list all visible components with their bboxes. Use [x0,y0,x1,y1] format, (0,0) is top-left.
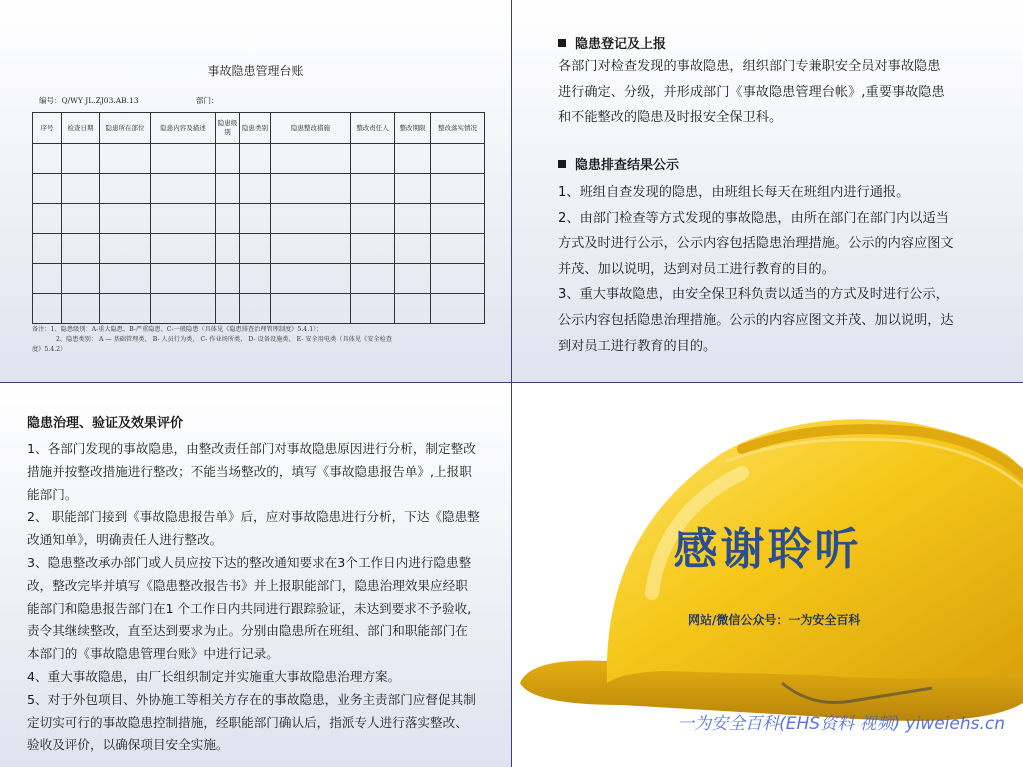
text-line: 各部门对检查发现的事故隐患，组织部门专兼职安全员对事故隐患 [558,59,941,74]
text-line: 能部门。 [27,486,78,502]
ledger-empty-cell [395,234,431,264]
ledger-empty-cell [216,204,240,234]
ledger-empty-cell [33,174,62,204]
text-line: 4、重大事故隐患，由厂长组织制定并实施重大事故隐患治理方案。 [27,668,401,684]
governance-panel [0,383,511,767]
ledger-empty-cell [395,144,431,174]
ledger-empty-cell [33,204,62,234]
ledger-empty-cell [216,264,240,294]
ledger-empty-cell [240,264,271,294]
ledger-empty-cell [240,144,271,174]
text-line: 责令其继续整改，直至达到要求为止。分别由隐患所在班组、部门和职能部门在 [27,623,468,639]
ledger-empty-cell [271,294,351,324]
ledger-empty-cell [151,204,216,234]
ledger-note-line: 备注：1、隐患级别：A-重大隐患、B-严重隐患、C-一般隐患（具体见《隐患排查治理管理制度》5.4.1）； [32,326,323,333]
ledger-header-cell: 隐患所在部位 [100,113,151,144]
ledger-empty-cell [33,264,62,294]
ledger-note-line: 度》5.4.2） [32,346,67,353]
ledger-empty-row [33,144,485,174]
ledger-empty-cell [240,234,271,264]
ledger-empty-row [33,234,485,264]
ledger-empty-cell [62,234,100,264]
ledger-empty-cell [271,204,351,234]
report-paragraph [558,54,945,131]
report-heading [558,33,666,52]
ledger-panel [0,0,511,382]
ledger-empty-cell [216,174,240,204]
text-line: 验收及评价，以确保项目安全实施。 [27,737,229,753]
ledger-empty-cell [351,174,395,204]
square-bullet-icon [558,160,566,168]
ledger-empty-cell [431,294,485,324]
ledger-empty-row [33,264,485,294]
text-line: 进行确定、分级，并形成部门《事故隐患管理台帐》,重要事故隐患 [558,84,945,100]
report-title: 隐患登记及上报 [575,37,667,52]
ledger-note-line: 2、隐患类别： A — 基础管理类、 B- 人员行为类、 C- 作业场所类、 D- 设备设施类、 E- 安全用电类（具体见《安全检查 [56,336,392,343]
ledger-empty-cell [100,144,151,174]
publicity-heading [558,154,679,173]
site-text: 网站/微信公众号：一为安全百科 [688,613,861,627]
ledger-header-cell: 隐患整改措施 [271,113,351,144]
text-line: 能部门和隐患报告部门在1 个工作日内共同进行跟踪验证，未达到要求不予验收, [27,600,472,616]
watermark-text: 一为安全百科(EHS资料 视频) yiweiehs.cn [677,714,1005,734]
ledger-header-cell: 整改期限 [395,113,431,144]
ledger-notes [32,325,494,355]
ledger-empty-cell [395,204,431,234]
ledger-header-cell: 隐患级别 [216,113,240,144]
ledger-header-row [33,113,485,144]
ledger-header-cell: 序号 [33,113,62,144]
ledger-empty-cell [33,144,62,174]
text-line: 措施并按整改措施进行整改；不能当场整改的，填写《事故隐患报告单》,上报职 [27,463,472,479]
ledger-header-cell: 检查日期 [62,113,100,144]
publicity-title: 隐患排查结果公示 [575,158,680,173]
ledger-empty-cell [100,294,151,324]
ledger-empty-cell [33,234,62,264]
ledger-empty-cell [351,234,395,264]
square-bullet-icon [558,39,566,47]
ledger-empty-cell [240,174,271,204]
text-line: 2、由部门检查等方式发现的事故隐患，由所在部门在部门内以适当 [558,210,949,226]
ledger-empty-cell [271,264,351,294]
ledger-empty-cell [151,234,216,264]
ledger-empty-cell [431,174,485,204]
ledger-code: 编号：Q/WY JL.ZJ03.AB.13 [39,96,139,105]
ledger-empty-cell [62,144,100,174]
ledger-empty-cell [351,294,395,324]
text-line: 5、对于外包项目、外协施工等相关方存在的事故隐患，业务主责部门应督促其制 [27,691,476,707]
ledger-empty-cell [431,204,485,234]
ledger-empty-cell [395,294,431,324]
ledger-empty-cell [431,234,485,264]
text-line: 到对员工进行教育的目的。 [558,338,717,354]
report-panel [512,0,1023,382]
ledger-empty-cell [351,264,395,294]
text-line: 2、 职能部门接到《事故隐患报告单》后，应对事故隐患进行分析，下达《隐患整 [27,509,480,525]
ledger-empty-cell [62,264,100,294]
ledger-empty-cell [395,174,431,204]
ledger-empty-row [33,204,485,234]
ledger-empty-cell [216,234,240,264]
ledger-empty-cell [431,264,485,294]
ledger-empty-cell [216,294,240,324]
text-line: 方式及时进行公示，公示内容包括隐患治理措施。公示的内容应图文 [558,236,954,252]
ledger-empty-cell [100,234,151,264]
ledger-empty-cell [271,234,351,264]
ledger-empty-cell [151,264,216,294]
ledger-empty-cell [100,204,151,234]
ledger-empty-cell [431,144,485,174]
ledger-table [32,112,485,324]
ledger-empty-cell [395,264,431,294]
text-line: 改通知单》，明确责任人进行整改。 [27,532,223,548]
ledger-empty-cell [271,144,351,174]
ledger-header-cell: 隐患类别 [240,113,271,144]
ledger-empty-cell [100,264,151,294]
ledger-header-cell: 隐患内容及描述 [151,113,216,144]
thanks-panel [512,383,1023,767]
text-line: 1、各部门发现的事故隐患，由整改责任部门对事故隐患原因进行分析，制定整改 [27,441,476,456]
ledger-empty-cell [240,204,271,234]
ledger-empty-cell [33,294,62,324]
ledger-empty-cell [151,144,216,174]
publicity-paragraph [558,180,954,359]
thanks-title: 感谢聆听 [673,524,862,575]
ledger-empty-cell [100,174,151,204]
ledger-title: 事故隐患管理台账 [207,64,304,78]
text-line: 3、隐患整改承办部门或人员应按下达的整改通知要求在3个工作日内进行隐患整 [27,554,472,570]
text-line: 3、重大事故隐患，由安全保卫科负责以适当的方式及时进行公示， [558,287,949,303]
ledger-empty-cell [216,144,240,174]
ledger-dept: 部门： [196,96,219,105]
text-line: 和不能整改的隐患及时报安全保卫科。 [558,110,783,126]
text-line: 定切实可行的事故隐患控制措施，经职能部门确认后，指派专人进行落实整改、 [27,714,468,730]
text-line: 公示内容包括隐患治理措施。公示的内容应图文并茂、加以说明，达 [558,312,954,328]
text-line: 改，整改完毕并填写《隐患整改报告书》并上报职能部门，隐患治理效果应经职 [27,577,468,593]
ledger-header-cell: 整改责任人 [351,113,395,144]
text-line: 并茂、加以说明，达到对员工进行教育的目的。 [558,261,835,277]
governance-title: 隐患治理、验证及效果评价 [27,416,184,431]
text-line: 1、班组自查发现的隐患，由班组长每天在班组内进行通报。 [558,185,910,200]
ledger-empty-cell [62,294,100,324]
ledger-empty-row [33,294,485,324]
ledger-empty-cell [151,174,216,204]
governance-paragraph [27,438,480,757]
ledger-empty-cell [62,204,100,234]
ledger-empty-cell [240,294,271,324]
ledger-empty-cell [151,294,216,324]
ledger-empty-cell [351,204,395,234]
text-line: 本部门的《事故隐患管理台账》中进行记录。 [27,646,279,662]
ledger-empty-cell [271,174,351,204]
ledger-empty-row [33,174,485,204]
ledger-empty-cell [351,144,395,174]
ledger-header-cell: 整改落实情况 [431,113,485,144]
ledger-empty-cell [62,174,100,204]
